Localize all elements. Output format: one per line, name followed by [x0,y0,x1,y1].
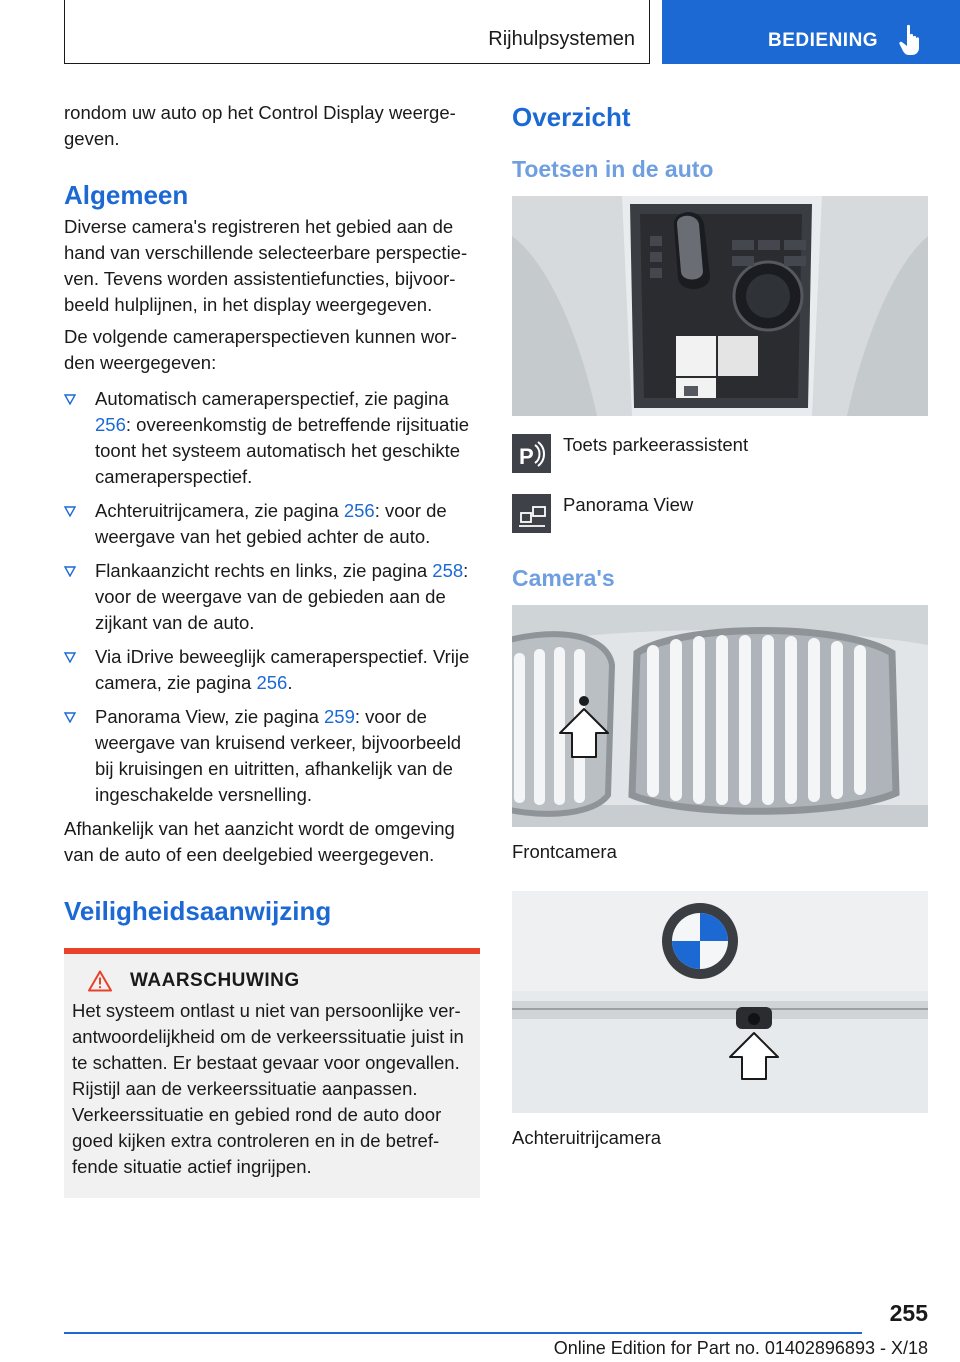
closing-paragraph: Afhankelijk van het aanzicht wordt de omgeving van de auto of een deelgebied weergegeven. [64,818,455,865]
front-camera-caption: Frontcamera [512,841,617,862]
page-link[interactable]: 256 [95,414,126,435]
page-link[interactable]: 258 [432,560,464,581]
front-camera-photo [512,605,928,827]
footer-rule [64,1332,862,1334]
heading-overzicht: Overzicht [512,102,631,132]
page-link[interactable]: 256 [256,672,288,693]
triangle-bullet-icon [64,652,76,663]
warning-text: Het systeem ontlast u niet van persoonlijke verantwoordelijkheid om de verkeerssituatie juist in te schatten. Er bestaat gevaar voor ongevallen. Rijstijl aan de verkeerssituatie aanpassen. Verkeerssituatie en gebied rond de auto door goed kijken extra controleren en in de betreffende situatie actief ingrijpen. [72,1000,464,1177]
key-panorama-view-row [512,494,928,533]
park-assist-icon [512,434,551,473]
perspective-list [64,386,480,808]
intro-text: rondom uw auto op het Control Display weergegeven. [64,102,456,149]
list-item: Flankaanzicht rechts en links, zie pagina 258: voor de weergave van de gebieden aan de zijkant van de auto. [64,558,480,636]
page-number: 255 [889,1300,928,1326]
page-link[interactable]: 256 [343,500,375,521]
algemeen-paragraph-1: Diverse camera's registreren het gebied aan de hand van verschillende selecteerbare perspectieven. Tevens worden assistentiefuncties, bijvoorbeeld hulplijnen, in het display weergegeven. [64,216,468,315]
panorama-view-icon [512,494,551,533]
triangle-bullet-icon [64,394,76,405]
page-link[interactable]: 259 [324,706,355,727]
center-console-photo [512,196,928,416]
section-title: Rijhulpsystemen [488,28,635,50]
key-park-assist-label: Toets parkeerassistent [563,434,749,455]
footer-edition: Online Edition for Part no. 01402896893 - X/18 [553,1338,928,1358]
list-item: Achteruitrijcamera, zie pagina 256: voor de weergave van het gebied achter de auto. [64,498,480,550]
rear-camera-photo [512,891,928,1113]
right-column [512,100,928,1151]
chapter-tab[interactable] [662,0,960,64]
triangle-bullet-icon [64,506,76,517]
svg-text:P: P [518,443,534,469]
warning-triangle-icon [88,970,112,992]
heading-veiligheidsaanwijzing: Veiligheidsaanwijzing [64,896,332,926]
warning-title: WAARSCHUWING [130,970,300,991]
algemeen-paragraph-2: De volgende cameraperspectieven kunnen worden weergegeven: [64,326,457,373]
heading-toetsen: Toetsen in de auto [512,156,714,182]
list-item: Automatisch cameraperspectief, zie pagina 256: overeenkomstig de betreffende rijsituatie toont het systeem automatisch het geschikte cameraperspectief. [64,386,480,490]
list-item: Via iDrive beweeglijk cameraperspectief. Vrije camera, zie pagina 256. [64,644,480,696]
key-park-assist-row [512,434,928,473]
header-section-box [64,0,650,64]
warning-box [64,954,480,1198]
left-column [64,100,480,1198]
chapter-tab-label: BEDIENING [768,30,879,51]
warning-header [72,970,472,992]
heading-cameras: Camera's [512,565,615,591]
triangle-bullet-icon [64,712,76,723]
heading-algemeen: Algemeen [64,180,189,210]
triangle-bullet-icon [64,566,76,577]
key-panorama-view-label: Panorama View [563,494,694,515]
list-item: Panorama View, zie pagina 259: voor de weergave van kruisend verkeer, bijvoorbeeld bij kruisingen en uitritten, afhankelijk van de ingeschakelde versnelling. [64,704,480,808]
pointing-hand-icon [898,24,924,56]
rear-camera-caption: Achteruitrijcamera [512,1127,662,1148]
